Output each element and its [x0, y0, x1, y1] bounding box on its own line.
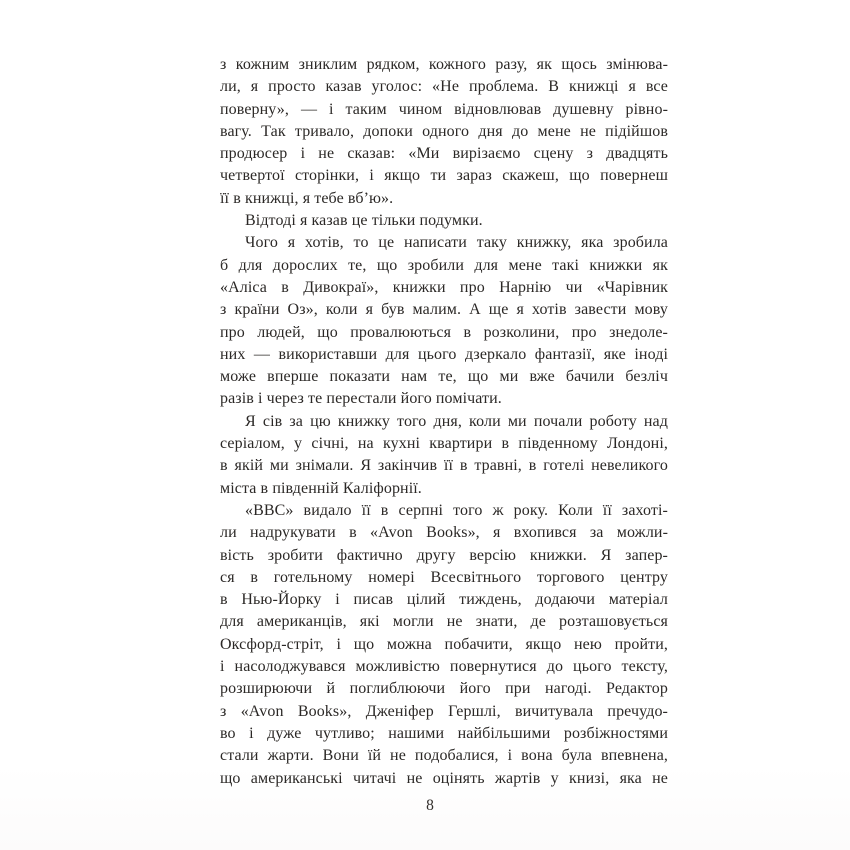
text-line: її в книжці, я тебе вб’ю».	[220, 189, 394, 207]
text-line: з країни Оз», коли я був малим. А ще я хотів завести мову	[220, 301, 668, 319]
text-line: стали жарти. Вони їй не подобалися, і вона була впевнена,	[220, 747, 668, 765]
text-line: них — використавши для цього дзеркало фантазії, яке іноді	[220, 345, 668, 363]
text-line: «ВВС» видало її в серпні того ж року. Коли її захоті-	[245, 501, 668, 519]
text-line: для американців, які могли не знати, де розташовується	[220, 613, 668, 631]
text-line: Я сів за цю книжку того дня, коли ми почали роботу над	[245, 412, 668, 430]
text-line: Відтоді я казав це тільки подумки.	[245, 212, 483, 230]
page-number: 8	[426, 797, 434, 814]
text-line: вість зробити фактично другу версію книжки. Я запер-	[220, 546, 668, 564]
text-line: поверну», — і таким чином відновлював душевну рівно-	[220, 100, 668, 118]
page-text	[220, 54, 668, 790]
text-line: «Аліса в Дивокраї», книжки про Нарнію чи «Чарівник	[220, 278, 668, 296]
text-line: вагу. Так тривало, допоки одного дня до мене не підійшов	[220, 122, 668, 140]
text-line: про людей, що провалюються в розколини, про знедоле-	[220, 323, 668, 341]
text-line: в Нью-Йорку і писав цілий тиждень, додаючи матеріал	[220, 591, 668, 609]
text-line: продюсер і не сказав: «Ми вирізаємо сцену з двадцять	[220, 145, 668, 163]
text-line: ли, я просто казав уголос: «Не проблема. В книжці я все	[220, 78, 668, 96]
text-line: міста в південній Каліфорнії.	[220, 479, 422, 497]
text-line: Оксфорд-стріт, і що можна побачити, якщо нею пройти,	[220, 635, 668, 653]
text-line: ся в готельному номері Всесвітнього торгового центру	[220, 568, 668, 586]
text-line: з «Avon Books», Дженіфер Гершлі, вичитувала пречудо-	[220, 702, 668, 720]
text-line: розширюючи й поглиблюючи його при нагоді. Редактор	[220, 680, 668, 698]
text-line: серіалом, у січні, на кухні квартири в південному Лондоні,	[220, 435, 668, 453]
text-line: з кожним зниклим рядком, кожного разу, як щось змінюва-	[220, 56, 668, 73]
text-line: Чого я хотів, то це написати таку книжку, яка зробила	[245, 234, 668, 252]
text-line: що американські читачі не оцінять жартів у книзі, яка не	[220, 769, 668, 787]
text-line: разів і через те перестали його помічати.	[220, 390, 502, 408]
text-line: ли надрукувати в «Avon Books», я вхопився за можли-	[220, 524, 668, 542]
text-line: і насолоджувався можливістю повернутися до цього тексту,	[220, 658, 668, 676]
text-line: б для дорослих те, що зробили для мене такі книжки як	[220, 256, 668, 274]
text-line: може вперше показати нам те, що ми вже бачили безліч	[220, 368, 668, 386]
text-line: четвертої сторінки, і якщо ти зараз скажеш, що повернеш	[220, 167, 668, 185]
text-line: во і дуже чутливо; нашими найбільшими розбіжностями	[220, 724, 668, 742]
text-line: в якій ми знімали. Я закінчив її в травні, в готелі невеликого	[220, 457, 668, 475]
